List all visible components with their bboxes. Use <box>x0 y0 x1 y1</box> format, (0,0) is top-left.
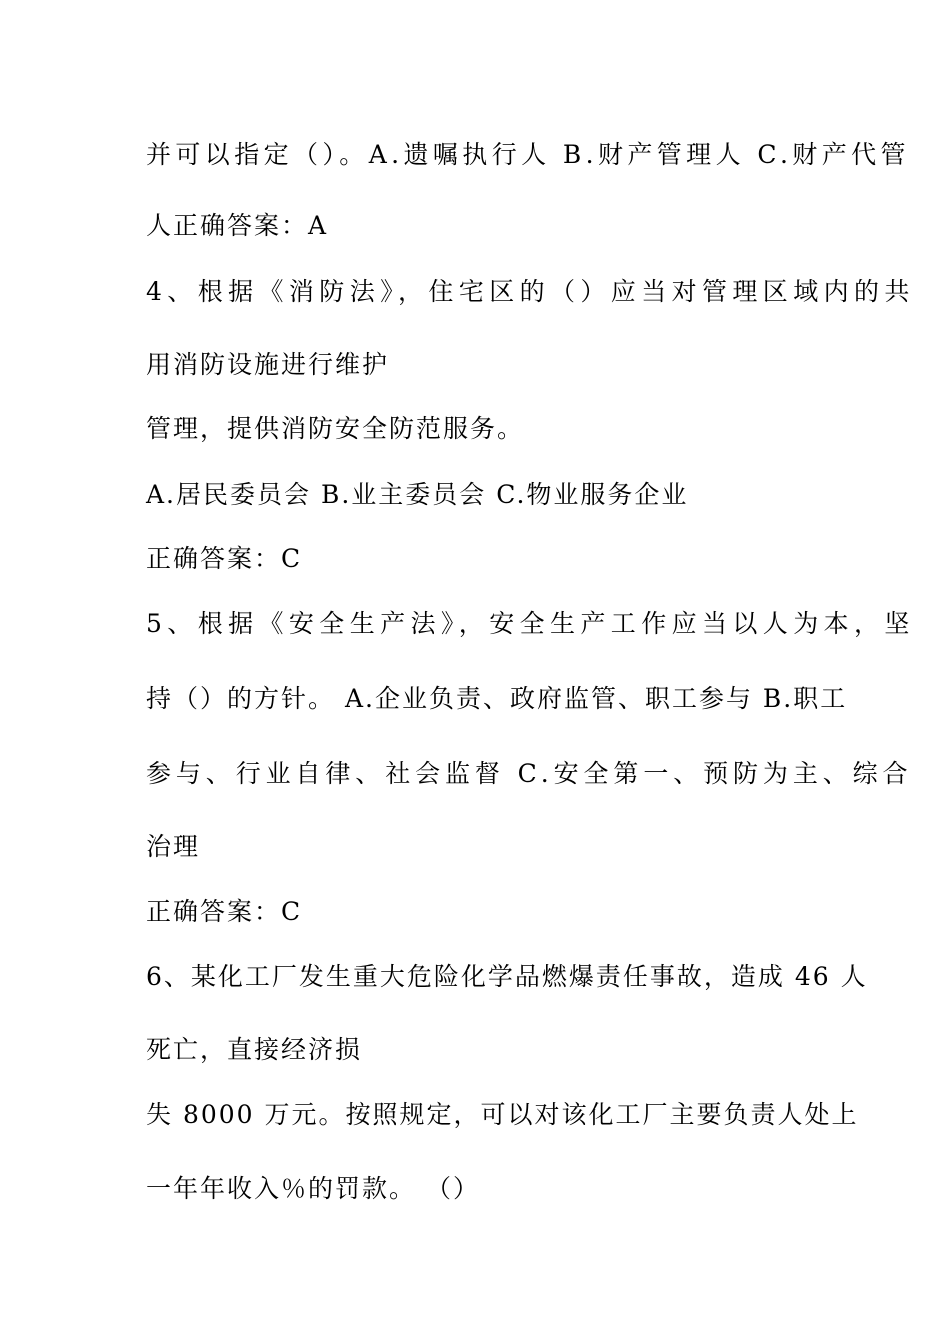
options-line: A.居民委员会 B.业主委员会 C.物业服务企业 <box>146 480 689 509</box>
text-line: 治理 <box>146 832 201 861</box>
text-line: 管理，提供消防安全防范服务。 <box>146 414 525 443</box>
question-line: 4、根据《消防法》，住宅区的（）应当对管理区域内的共 <box>146 277 915 306</box>
text-line: 持（）的方针。 A.企业负责、政府监管、职工参与 B.职工 <box>146 684 848 713</box>
answer-line: 正确答案：C <box>146 544 303 573</box>
answer-line: 正确答案：C <box>146 897 303 926</box>
question-line: 6、某化工厂发生重大危险化学品燃爆责任事故，造成 46 人 <box>146 962 868 991</box>
text-line: 参与、行业自律、社会监督 C.安全第一、预防为主、综合 <box>146 759 913 788</box>
text-line: 失 8000 万元。按照规定，可以对该化工厂主要负责人处上 <box>146 1100 859 1129</box>
question-line: 5、根据《安全生产法》，安全生产工作应当以人为本，坚 <box>146 609 915 638</box>
answer-line: 人正确答案：A <box>146 211 329 240</box>
text-line: 用消防设施进行维护 <box>146 350 390 379</box>
text-line: 一年年收入％的罚款。 （） <box>146 1174 480 1203</box>
text-line: 并可以指定（）。A.遗嘱执行人 B.财产管理人 C.财产代管 <box>146 140 910 169</box>
text-line: 死亡，直接经济损 <box>146 1035 363 1064</box>
